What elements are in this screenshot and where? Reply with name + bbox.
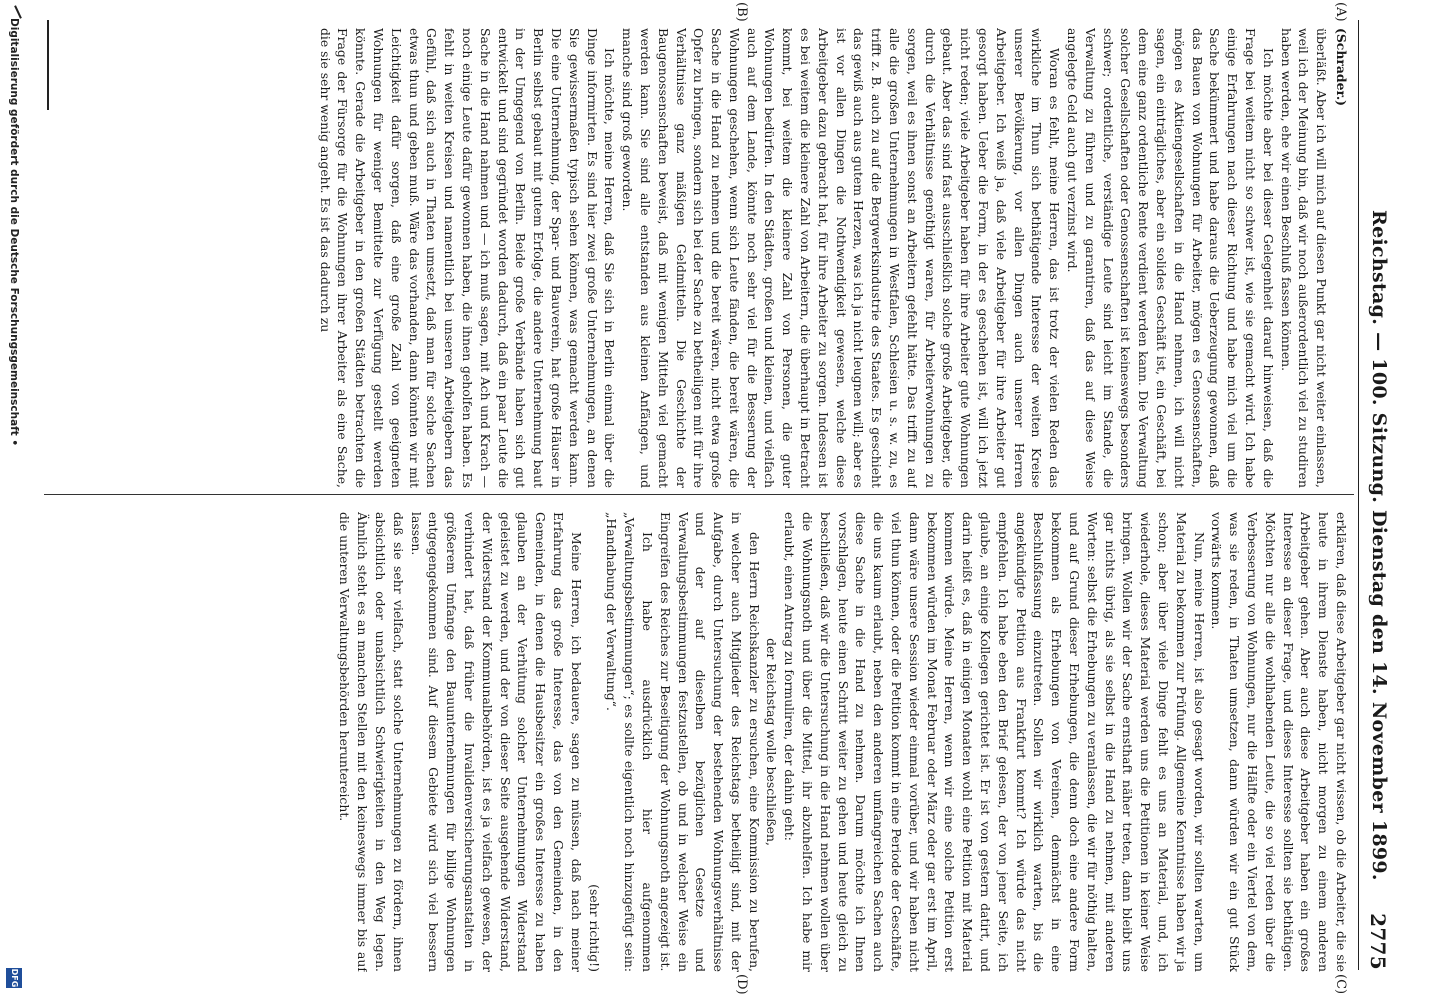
digitization-footer <box>0 0 24 1000</box>
margin-marker-a: (A) <box>1333 2 1348 22</box>
funding-credit: Digitalisierung gefördert durch die Deutsche Forschungsgemeinschaft • <box>8 18 20 447</box>
paragraph: Ich möchte aber bei dieser Gelegenheit darauf hinweisen, daß die Frage bei weitem nicht so schwer ist, wie sie gemacht wird. Ich habe einige Erfahrungen nach dieser Richtung und habe mich viel um die Sache bekümmert und habe daraus die Ueberzeugung gewonnen, daß das Bauen von Wohnungen für Arbeiter, mögen es Genossenschaften, mögen es Aktiengesellschaften in die Hand nehmen, ich will nicht sagen, ein einträgliches, aber ein solides Geschäft ist, ein Geschäft, bei dem eine ganz ordentliche Rente verdient werden kann. Die Verwaltung solcher Gesellschaften oder Genossenschaften ist keineswegs besonders schwer; ordentliche, verständige Leute sind leicht im Stande, die Verwaltung zu führen und zu garantiren, daß das auf diese Weise angelegte Geld auch gut verzinst wird. <box>1065 28 1276 488</box>
page-number: 2775 <box>1366 913 1390 970</box>
motion-text: den Herrn Reichskanzler zu ersuchen, eine Kommission zu berufen, in welcher auch Mitglieder des Reichstags betheiligt sind, mit der Aufgabe, durch Untersuchung der bestehenden Wohnungsverhältnisse und der auf dieselben bezüglichen Gesetze und Verwaltungsbestimmungen festzustellen, ob und in welcher Weise ein Eingreifen des Reiches zur Beseitigung der Wohnungsnoth angezeigt ist. <box>657 512 762 972</box>
header-rule <box>1358 20 1359 970</box>
paragraph: Woran es fehlt, meine Herren, das ist trotz der vielen Reden das wirkliche im Thun sich bethätigende Interesse der weiten Kreise unserer Bevölkerung, vor allen Dingen auch unserer Herren Arbeitgeber. Ich weiß ja, daß viele Arbeitgeber für ihre Arbeiter gut gesorgt haben. Ueber die Form, in der es geschehen ist, will ich jetzt nicht reden; viele Arbeitgeber haben für ihre Arbeiter gute Wohnungen gebaut. Aber das sind fast ausschließlich solche große Arbeitgeber, die durch die Verhältnisse genöthigt waren, für Arbeiterwohnungen zu sorgen, weil es ihnen sonst an Arbeitern gefehlt hätte. Das trifft zu auf alle die großen Unternehmungen in Westfalen, Schlesien u. s. w. zu, es trifft z. B. auch zu auf die Bergwerksindustrie des Staates. Es geschieht das gewiß auch aus gutem Herzen, was ich ja nicht leugnen will; aber es ist vor allen Dingen die Nothwendigkeit gewesen, welche diese Arbeitgeber dazu gebracht hat, für ihre Arbeiter zu sorgen. Indessen ist es bei weitem die kleinere Zahl von Arbeitern, die überhaupt in Betracht kommt, bei weitem die kleinere Zahl von Personen, die guter Wohnungen bedürfen. In den Städten, großen und kleinen, und vielfach auch auf dem Lande, könnte noch sehr viel für die Besserung der Wohnungen geschehen, wenn sich Leute fänden, die bereit wären, die Sache in die Hand zu nehmen und die bereit wären, nicht etwa große Opfer zu bringen, sondern sich bei der Sache zu betheiligen mit für ihre Verhältnisse ganz mäßigen Geldmitteln. Die Geschichte der Baugenossenschaften beweist, daß mit wenigen Mitteln viel gemacht werden kann. Sie sind alle entstanden aus kleinen Anfängen, und manche sind groß geworden. <box>620 28 1063 488</box>
paragraph: Ich habe ausdrücklich hier aufgenommen „Verwaltungsbestimmungen“; es sollte eigentlich noch hinzugefügt sein: „Handhabung der Verwaltung“. <box>604 512 655 972</box>
left-column <box>50 28 1350 488</box>
right-column <box>50 512 1350 972</box>
motion-intro: der Reichstag wolle beschließen, <box>764 638 780 846</box>
margin-marker-c: (C) <box>1333 974 1348 995</box>
paragraph: Meine Herren, ich bedauere, sagen zu müssen, daß nach meiner Erfahrung das große Interesse, das von den Gemeinden, in den Gemeinden, in denen die Hausbesitzer ein großes Interesse zu haben glauben an der Verhütung solcher Unternehmungen Widerstand geleistet zu werden, und der von dieser Seite ausgehende Widerstand, der Widerstand der Kommunalbehörden, ist es ja vielfach gewesen, der verhindert hat, daß früher die Invalidenversicherungsanstalten in größerem Umfange den Bauunternehmungen für billige Wohnungen entgegengekommen sind. Auf diesem Gebiete wird sich viel bessern lassen. <box>408 512 584 972</box>
paragraph: erklären, daß diese Arbeitgeber gar nicht wissen, ob die Arbeiter, die sie heute in ihrem Dienste haben, nicht morgen zu einem anderen Arbeitgeber gehen. Aber auch diese Arbeitgeber haben ein großes Interesse an dieser Frage, und dieses Interesse sollten sie bethätigen. Möchten nur alle die wohlhabenden Leute, die so viel reden über die Verbesserung von Wohnungen, nur die Hälfte oder ein Viertel von dem, was sie reden, in Thaten umsetzen, dann würden wir ein gut Stück vorwärts kommen. <box>1209 512 1349 972</box>
margin-rule <box>47 20 49 110</box>
margin-marker-b: (B) <box>734 2 749 22</box>
interjection: (sehr richtig!) <box>586 884 602 972</box>
paragraph: überläßt. Aber ich will mich auf diesen Punkt gar nicht weiter einlassen, weil ich der Meinung bin, daß wir noch außerordentlich viel zu studiren haben werden, ehe wir einen Beschluß fassen können. <box>1278 28 1330 488</box>
running-title: Reichstag. — 100. Sitzung. Dienstag den 14. November 1899. <box>1368 210 1390 881</box>
paragraph: Nun, meine Herren, ist also gesagt worden, wir sollten warten, um Material zu bekommen zur Prüfung. Allgemeine Kenntnisse haben wir ja schon; aber über viele Dinge fehlt es uns an Material, und, ich wiederhole, dieses Material werden uns die Petitionen in keiner Weise bringen. Wollen wir der Sache ernsthaft näher treten, dann bleibt uns gar nichts übrig, als sie selbst in die Hand zu nehmen, mit anderen Worten: selbst die Erhebungen zu veranlassen, die wir für nöthig halten, und auf Grund dieser Erhebungen, die denn doch eine andere Form bekommen als Erhebungen von Vereinen, demnächst in eine Beschlußfassung einzutreten. Sollen wir wirklich warten, bis die angekündigte Petition aus Frankfurt kommt? Ich würde das nicht empfehlen. Ich habe eben den Brief gelesen, der von jener Seite, ich glaube, an einige Kollegen gerichtet ist. Er ist von gestern datirt, und darin heißt es, daß in einigen Monaten wohl eine Petition mit Material kommen würde. Meine Herren, wenn wir eine solche Petition erst bekommen würden im Monat Februar oder März oder gar erst im April, dann wäre unsere Session wieder einmal vorüber, und wir haben nicht viel thun können, oder die Petition kommt in eine Periode der Geschäfte, die uns kaum erlaubt, neben den anderen umfangreichen Sachen auch diese Sache in die Hand zu nehmen. Darum möchte ich Ihnen vorschlagen, heute einen Schritt weiter zu gehen und heute gleich zu beschließen, daß wir die Untersuchung in die Hand nehmen wollen über die Wohnungsnoth und über die Mittel, ihr abzuhelfen. Ich habe mir erlaubt, einen Antrag zu formuliren, der dahin geht: <box>782 512 1207 972</box>
paragraph: daß sie sehr vielfach, statt solche Unternehmungen zu fördern, ihnen absichtlich oder unabsichtlich Schwierigkeiten in den Weg legen. Ähnlich steht es an manchen Stellen mit den keineswegs immer bis auf die unteren Verwaltungsbehörden heruntereicht. <box>337 512 406 972</box>
dfg-logo-icon: DFG <box>6 968 22 988</box>
margin-marker-d: (D) <box>734 974 749 995</box>
speaker-name: (Schrader.) <box>1334 28 1349 107</box>
column-divider <box>44 494 1354 495</box>
paragraph: Ich möchte, meine Herren, daß Sie sich in Berlin einmal über die Dinge informirten. Es sind hier zwei große Unternehmungen, an denen Sie gewissermaßen typisch sehen können, was gemacht werden kann. Die eine Unternehmung, der Spar- und Bauverein, hat große Häuser in Berlin selbst gebaut mit gutem Erfolge, die andere Unternehmung baut in der Umgegend von Berlin. Beide große Verbände haben sich gut entwickelt und sind gegründet worden dadurch, daß ein paar Leute die Sache in die Hand nahmen und — ich muß sagen, mit Ach und Krach — noch einige Leute dafür gewonnen haben, die ihnen geholfen haben. Es fehlt in weiten Kreisen und namentlich bei unseren Arbeitgebern das Gefühl, daß sich auch in Thaten umsetzt, daß man für solche Sachen etwas thun und geben muß. Wäre das vorhanden, dann könnten wir mit Leichtigkeit dafür sorgen, daß eine große Zahl von geeigneten Wohnungen für weniger Bemittelte zur Verfügung gestellt werden könnte. Gerade die Arbeitgeber in den großen Städten betrachten die Frage der Fürsorge für die Wohnungen ihrer Arbeiter als eine Sache, die sie sehr wenig angeht. Es ist das dadurch zu <box>317 28 618 488</box>
page-header <box>1358 20 1394 970</box>
